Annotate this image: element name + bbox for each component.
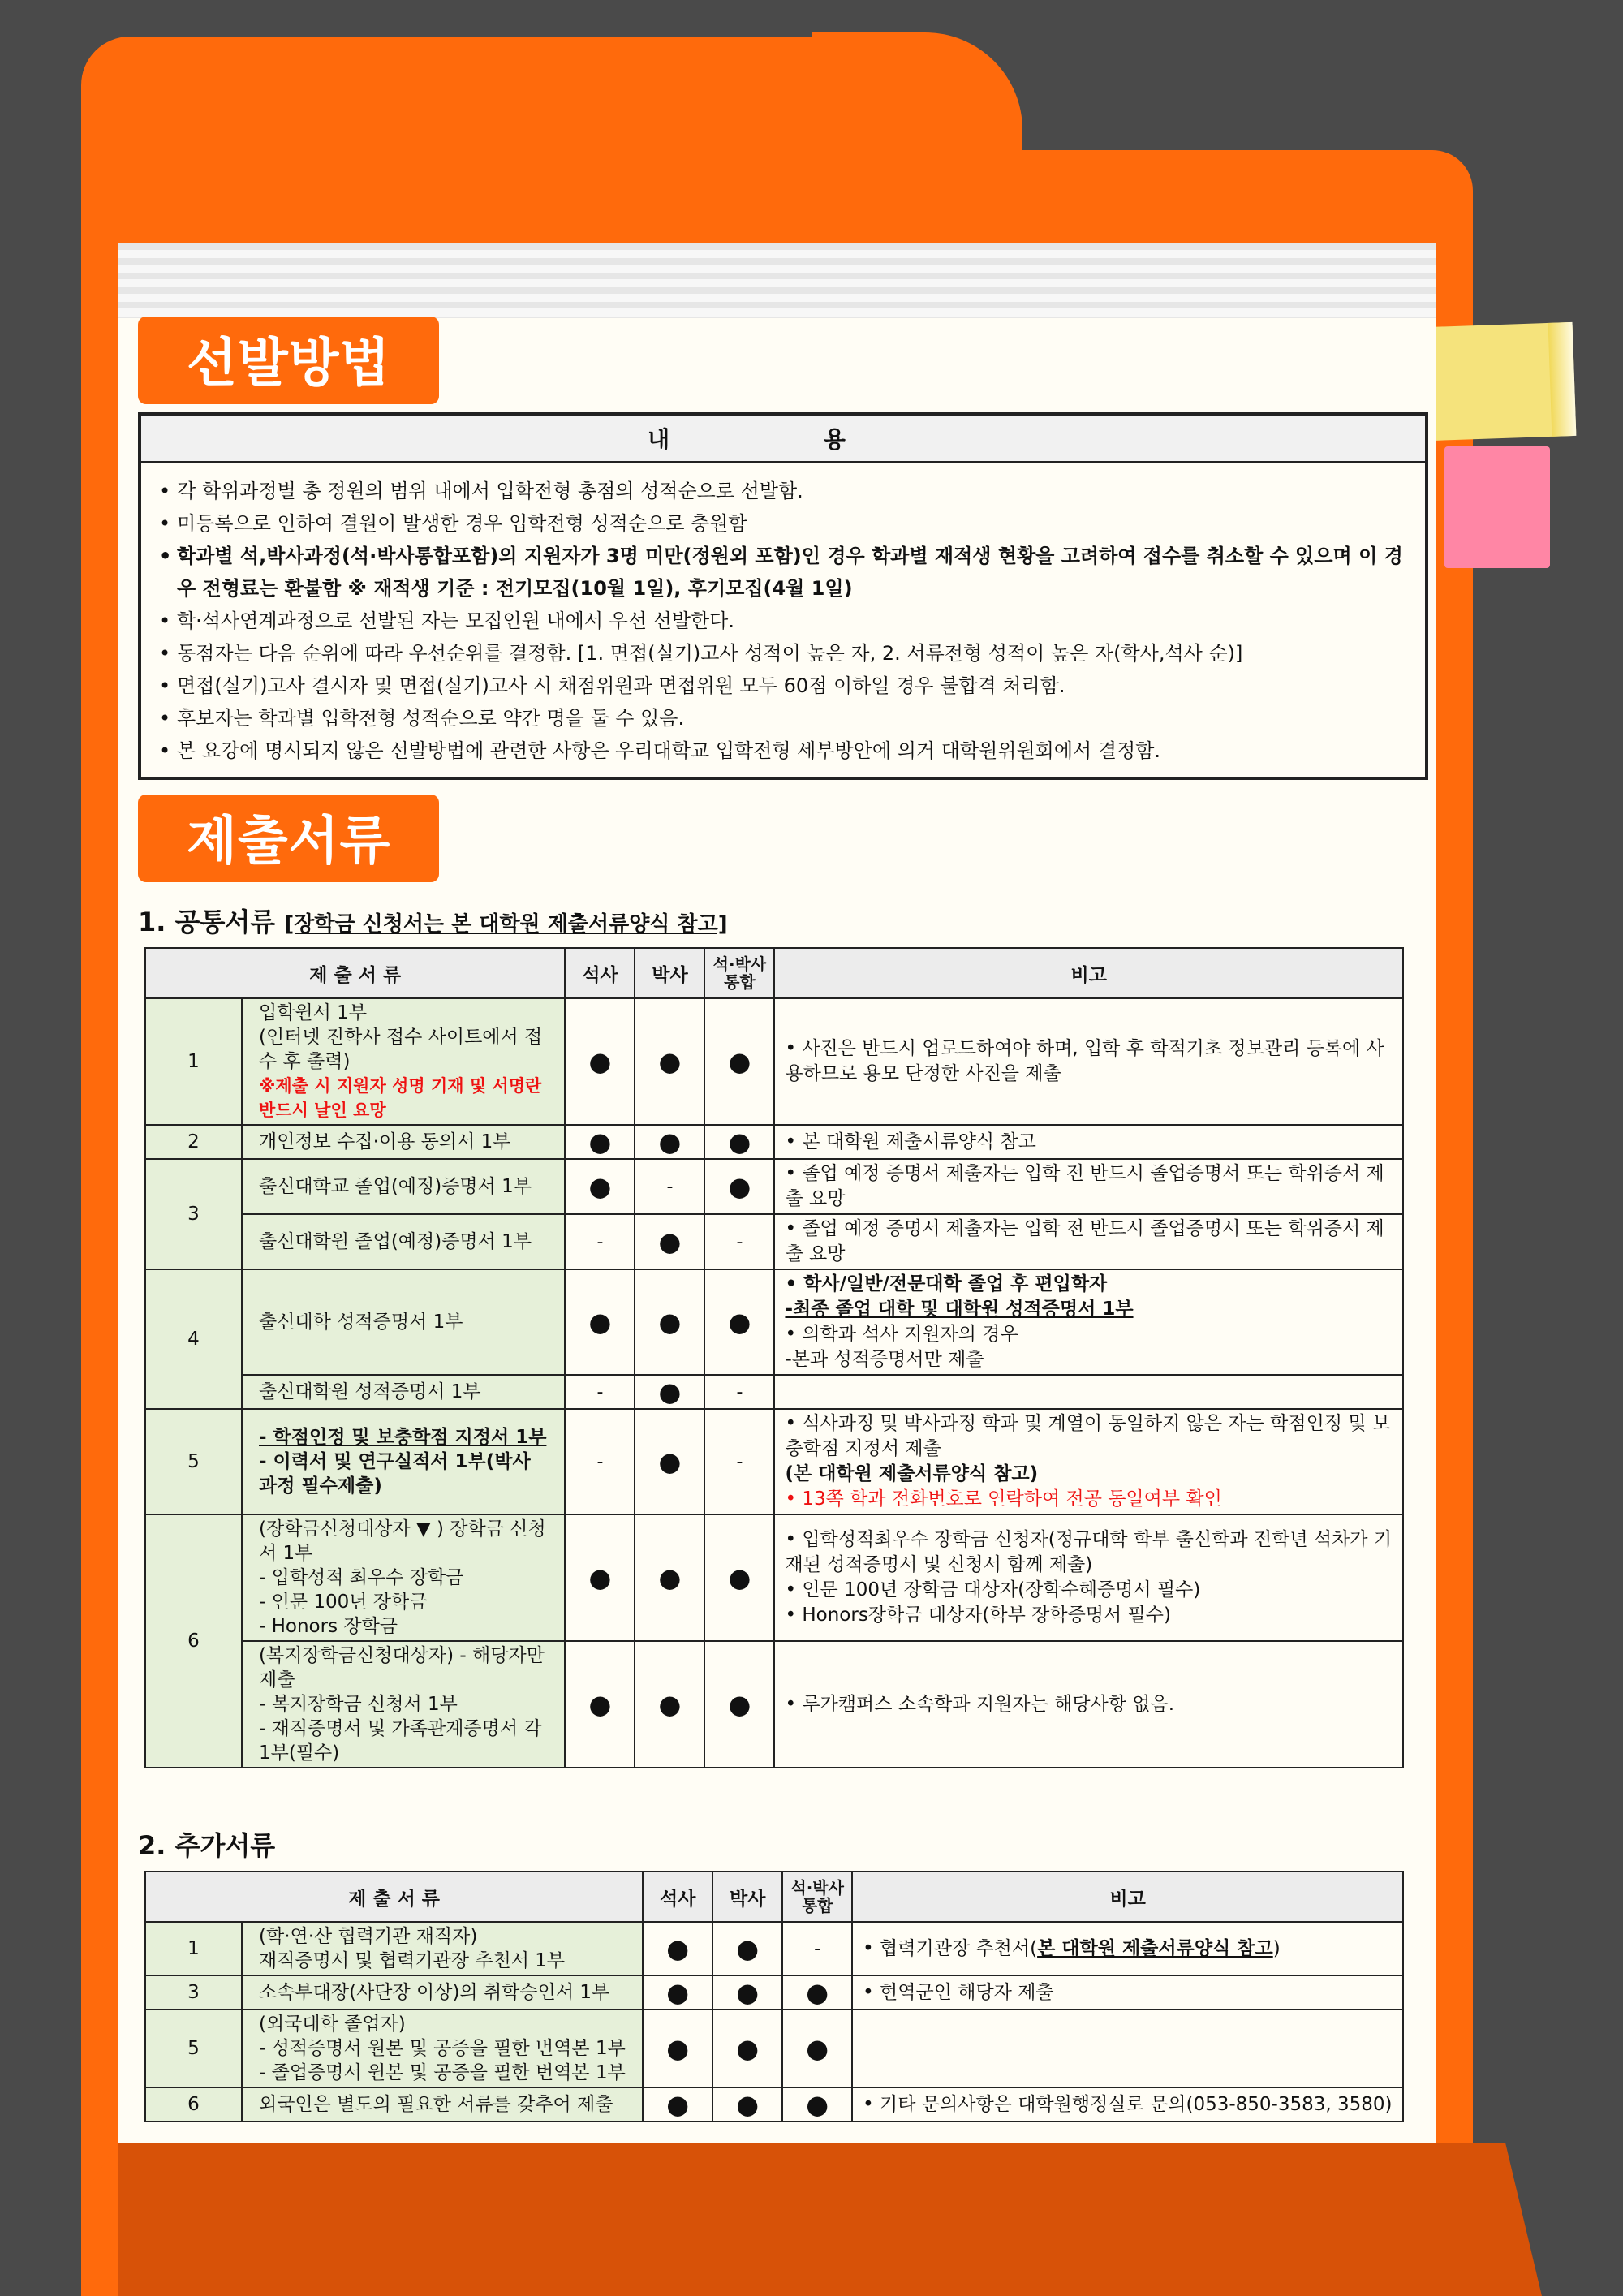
row-number: 6 xyxy=(145,1514,242,1768)
mark-master: ● xyxy=(565,1159,635,1214)
table-row xyxy=(145,1641,1403,1768)
col-integrated: 석·박사 통합 xyxy=(782,1872,852,1922)
row-number: 5 xyxy=(145,1409,242,1514)
row-document: (복지장학금신청대상자) - 해당자만 제출 - 복지장학금 신청서 1부 - 재직증명서 및 가족관계증명서 각 1부(필수) xyxy=(242,1641,565,1768)
mark-doctor: ● xyxy=(635,1514,704,1641)
table-row xyxy=(145,1214,1403,1269)
common-documents-table xyxy=(144,947,1404,1768)
mark-integrated: ● xyxy=(782,1975,852,2010)
mark-master: ● xyxy=(643,2010,712,2087)
table-header-row xyxy=(145,948,1403,998)
table-row xyxy=(145,2087,1403,2122)
row-document: 출신대학원 졸업(예정)증명서 1부 xyxy=(242,1214,565,1269)
table-row xyxy=(145,1159,1403,1214)
table-header-row xyxy=(145,1872,1403,1922)
document-content xyxy=(138,317,1428,2122)
mark-integrated: ● xyxy=(704,1514,774,1641)
col-note: 비고 xyxy=(774,948,1403,998)
selection-method-box xyxy=(138,412,1428,780)
col-doc: 제 출 서 류 xyxy=(145,948,565,998)
additional-documents-table xyxy=(144,1871,1404,2122)
mark-integrated: ● xyxy=(782,2087,852,2122)
mark-master: - xyxy=(565,1409,635,1514)
mark-master: ● xyxy=(565,1269,635,1375)
selection-list xyxy=(141,463,1425,777)
row-number: 5 xyxy=(145,2010,242,2087)
row-note xyxy=(852,2010,1403,2087)
col-doctor: 박사 xyxy=(635,948,704,998)
selection-item: • 본 요강에 명시되지 않은 선발방법에 관련한 사항은 우리대학교 입학전형 세부방안에 의거 대학원위원회에서 결정함. xyxy=(159,734,1409,767)
documents-badge: 제출서류 xyxy=(138,795,439,882)
mark-integrated: ● xyxy=(704,1159,774,1214)
mark-doctor: ● xyxy=(712,1922,782,1975)
row-note: • 석사과정 및 박사과정 학과 및 계열이 동일하지 않은 자는 학점인정 및 보충학점 지정서 제출 (본 대학원 제출서류양식 참고) • 13쪽 학과 전화번호로 연락하여 전공 동일여부 확인 xyxy=(774,1409,1403,1514)
row-note: • 입학성적최우수 장학금 신청자(정규대학 학부 출신학과 전학년 석차가 기재된 성적증명서 및 신청서 함께 제출) • 인문 100년 장학금 대상자(장학수혜증명서 필수) • Honors장학금 대상자(학부 장학증명서 필수) xyxy=(774,1514,1403,1641)
selection-item: • 후보자는 학과별 입학전형 성적순으로 약간 명을 둘 수 있음. xyxy=(159,702,1409,734)
paper-header-lines xyxy=(118,243,1436,318)
row-note: • 학사/일반/전문대학 졸업 후 편입학자 -최종 졸업 대학 및 대학원 성적증명서 1부 • 의학과 석사 지원자의 경우 -본과 성적증명서만 제출 xyxy=(774,1269,1403,1375)
col-master: 석사 xyxy=(565,948,635,998)
mark-doctor: ● xyxy=(635,998,704,1125)
selection-method-badge: 선발방법 xyxy=(138,317,439,404)
row-document: (외국대학 졸업자) - 성적증명서 원본 및 공증을 필한 번역본 1부 - 졸업증명서 원본 및 공증을 필한 번역본 1부 xyxy=(242,2010,643,2087)
mark-integrated: ● xyxy=(782,2010,852,2087)
row-number: 1 xyxy=(145,1922,242,1975)
col-master: 석사 xyxy=(643,1872,712,1922)
mark-master: ● xyxy=(643,1922,712,1975)
row-note: • 졸업 예정 증명서 제출자는 입학 전 반드시 졸업증명서 또는 학위증서 제출 요망 xyxy=(774,1159,1403,1214)
row-note xyxy=(774,1375,1403,1409)
mark-doctor: ● xyxy=(712,1975,782,2010)
row-note: • 졸업 예정 증명서 제출자는 입학 전 반드시 졸업증명서 또는 학위증서 제출 요망 xyxy=(774,1214,1403,1269)
row-document: 출신대학교 졸업(예정)증명서 1부 xyxy=(242,1159,565,1214)
folder-front xyxy=(0,2143,1623,2296)
mark-doctor: ● xyxy=(712,2087,782,2122)
selection-item: • 미등록으로 인하여 결원이 발생한 경우 입학전형 성적순으로 충원함 xyxy=(159,507,1409,540)
selection-item: • 각 학위과정별 총 정원의 범위 내에서 입학전형 총점의 성적순으로 선발함. xyxy=(159,475,1409,507)
selection-item: • 면접(실기)고사 결시자 및 면접(실기)고사 시 채점위원과 면접위원 모두 60점 이하일 경우 불합격 처리함. xyxy=(159,670,1409,702)
col-doctor: 박사 xyxy=(712,1872,782,1922)
mark-integrated: ● xyxy=(704,1641,774,1768)
mark-master: ● xyxy=(565,1514,635,1641)
table-row xyxy=(145,1975,1403,2010)
mark-master: - xyxy=(565,1214,635,1269)
mark-integrated: ● xyxy=(704,998,774,1125)
row-note: • 본 대학원 제출서류양식 참고 xyxy=(774,1125,1403,1159)
mark-doctor: ● xyxy=(635,1409,704,1514)
row-note: • 협력기관장 추천서(본 대학원 제출서류양식 참고) xyxy=(852,1922,1403,1975)
row-note: • 루가캠퍼스 소속학과 지원자는 해당사항 없음. xyxy=(774,1641,1403,1768)
selection-item: • 학·석사연계과정으로 선발된 자는 모집인원 내에서 우선 선발한다. xyxy=(159,605,1409,637)
col-doc: 제 출 서 류 xyxy=(145,1872,643,1922)
mark-integrated: ● xyxy=(704,1269,774,1375)
mark-master: ● xyxy=(643,1975,712,2010)
row-document: 개인정보 수집·이용 동의서 1부 xyxy=(242,1125,565,1159)
row-number: 3 xyxy=(145,1159,242,1269)
row-note: • 기타 문의사항은 대학원행정실로 문의(053-850-3583, 3580) xyxy=(852,2087,1403,2122)
row-note: • 사진은 반드시 업로드하여야 하며, 입학 후 학적기초 정보관리 등록에 사용하므로 용모 단정한 사진을 제출 xyxy=(774,998,1403,1125)
sticky-note-yellow xyxy=(1427,322,1577,441)
mark-doctor: ● xyxy=(635,1269,704,1375)
mark-integrated: - xyxy=(782,1922,852,1975)
row-number: 2 xyxy=(145,1125,242,1159)
mark-master: ● xyxy=(565,998,635,1125)
mark-integrated: - xyxy=(704,1375,774,1409)
row-document: (학·연·산 협력기관 재직자) 재직증명서 및 협력기관장 추천서 1부 xyxy=(242,1922,643,1975)
row-note: • 현역군인 해당자 제출 xyxy=(852,1975,1403,2010)
mark-master: ● xyxy=(565,1641,635,1768)
common-docs-reference: [장학금 신청서는 본 대학원 제출서류양식 참고] xyxy=(284,912,728,937)
col-integrated: 석·박사 통합 xyxy=(704,948,774,998)
row-number: 4 xyxy=(145,1269,242,1409)
mark-doctor: ● xyxy=(712,2010,782,2087)
mark-master: ● xyxy=(565,1125,635,1159)
mark-doctor: - xyxy=(635,1159,704,1214)
mark-master: - xyxy=(565,1375,635,1409)
row-number: 1 xyxy=(145,998,242,1125)
col-note: 비고 xyxy=(852,1872,1403,1922)
mark-doctor: ● xyxy=(635,1125,704,1159)
row-number: 3 xyxy=(145,1975,242,2010)
row-document: 외국인은 별도의 필요한 서류를 갖추어 제출 xyxy=(242,2087,643,2122)
additional-docs-title: 2. 추가서류 xyxy=(138,1830,276,1861)
selection-item: • 학과별 석,박사과정(석·박사통합포함)의 지원자가 3명 미만(정원외 포함)인 경우 학과별 재적생 현황을 고려하여 접수를 취소할 수 있으며 이 경우 전형료는 환불함 ※ 재적생 기준 : 전기모집(10월 1일), 후기모집(4월 1일) xyxy=(159,540,1409,605)
mark-master: ● xyxy=(643,2087,712,2122)
row-document: 출신대학 성적증명서 1부 xyxy=(242,1269,565,1375)
table-row xyxy=(145,1922,1403,1975)
table-row xyxy=(145,1269,1403,1375)
row-document: 소속부대장(사단장 이상)의 취학승인서 1부 xyxy=(242,1975,643,2010)
table-row xyxy=(145,2010,1403,2087)
row-number: 6 xyxy=(145,2087,242,2122)
row-document: 입학원서 1부 (인터넷 진학사 접수 사이트에서 접수 후 출력) ※제출 시 지원자 성명 기재 및 서명란 반드시 날인 요망 xyxy=(242,998,565,1125)
row-document: 출신대학원 성적증명서 1부 xyxy=(242,1375,565,1409)
table-row xyxy=(145,1409,1403,1514)
selection-item: • 동점자는 다음 순위에 따라 우선순위를 결정함. [1. 면접(실기)고사 성적이 높은 자, 2. 서류전형 성적이 높은 자(학사,석사 순)] xyxy=(159,637,1409,670)
row-document: - 학점인정 및 보충학점 지정서 1부 - 이력서 및 연구실적서 1부(박사과정 필수제출) xyxy=(242,1409,565,1514)
sticky-note-pink xyxy=(1444,446,1550,568)
mark-doctor: ● xyxy=(635,1641,704,1768)
mark-doctor: ● xyxy=(635,1214,704,1269)
mark-doctor: ● xyxy=(635,1375,704,1409)
table-row xyxy=(145,1375,1403,1409)
table-row xyxy=(145,1514,1403,1641)
table-row xyxy=(145,1125,1403,1159)
mark-integrated: - xyxy=(704,1214,774,1269)
table-row xyxy=(145,998,1403,1125)
common-docs-title: 1. 공통서류 [장학금 신청서는 본 대학원 제출서류양식 참고] xyxy=(138,907,728,937)
row-document: (장학금신청대상자 ▼ ) 장학금 신청서 1부 - 입학성적 최우수 장학금 - 인문 100년 장학금 - Honors 장학금 xyxy=(242,1514,565,1641)
selection-header: 내 용 xyxy=(141,416,1425,463)
mark-integrated: ● xyxy=(704,1125,774,1159)
mark-integrated: - xyxy=(704,1409,774,1514)
